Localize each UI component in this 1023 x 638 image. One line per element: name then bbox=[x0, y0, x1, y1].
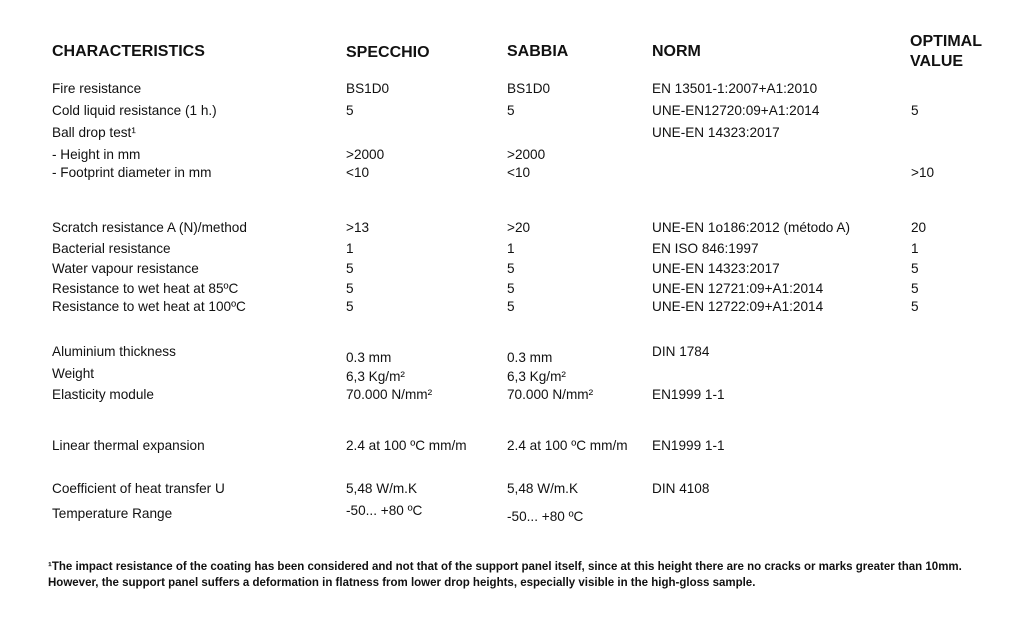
cell-norm: UNE-EN 14323:2017 bbox=[652, 261, 780, 276]
cell-optimal: 5 bbox=[911, 103, 919, 118]
cell-specchio: >13 bbox=[346, 220, 370, 235]
cell-sabbia: >2000 bbox=[507, 147, 546, 162]
cell-norm: EN ISO 846:1997 bbox=[652, 241, 759, 256]
cell-sabbia: 5 bbox=[507, 281, 515, 296]
cell-label: Water vapour resistance bbox=[52, 261, 199, 276]
cell-label: Resistance to wet heat at 100ºC bbox=[52, 299, 246, 314]
header-sabbia: SABBIA bbox=[507, 43, 569, 60]
cell-specchio: 5 bbox=[346, 281, 354, 296]
cell-label: Ball drop test¹ bbox=[52, 125, 136, 140]
cell-specchio: 70.000 N/mm² bbox=[346, 387, 433, 402]
cell-sabbia: 0.3 mm bbox=[507, 350, 553, 365]
cell-label: Aluminium thickness bbox=[52, 344, 176, 359]
cell-sabbia: 5,48 W/m.K bbox=[507, 481, 579, 496]
cell-specchio: 5 bbox=[346, 103, 354, 118]
cell-sabbia: 1 bbox=[507, 241, 515, 256]
header-norm: NORM bbox=[652, 43, 701, 60]
cell-optimal: 1 bbox=[911, 241, 919, 256]
cell-specchio: <10 bbox=[346, 165, 370, 180]
cell-label: Scratch resistance A (N)/method bbox=[52, 220, 247, 235]
cell-sabbia: 5 bbox=[507, 103, 515, 118]
cell-norm: UNE-EN 12722:09+A1:2014 bbox=[652, 299, 824, 314]
cell-sabbia: -50... +80 ºC bbox=[507, 509, 584, 524]
cell-sabbia: 70.000 N/mm² bbox=[507, 387, 594, 402]
cell-label: Cold liquid resistance (1 h.) bbox=[52, 103, 217, 118]
cell-specchio: BS1D0 bbox=[346, 81, 390, 96]
cell-specchio: 2.4 at 100 ºC mm/m bbox=[346, 438, 467, 453]
cell-sabbia: 2.4 at 100 ºC mm/m bbox=[507, 438, 628, 453]
cell-label: Coefficient of heat transfer U bbox=[52, 481, 225, 496]
cell-norm: EN1999 1-1 bbox=[652, 438, 725, 453]
cell-sabbia: 6,3 Kg/m² bbox=[507, 369, 566, 384]
cell-norm: EN 13501-1:2007+A1:2010 bbox=[652, 81, 818, 96]
cell-label: Elasticity module bbox=[52, 387, 154, 402]
header-optimal-value: OPTIMAL VALUE bbox=[910, 33, 982, 70]
cell-sabbia: 5 bbox=[507, 261, 515, 276]
cell-label: Bacterial resistance bbox=[52, 241, 171, 256]
cell-specchio: 6,3 Kg/m² bbox=[346, 369, 405, 384]
cell-norm: UNE-EN 1o186:2012 (método A) bbox=[652, 220, 850, 235]
cell-sabbia: >20 bbox=[507, 220, 531, 235]
cell-sabbia: 5 bbox=[507, 299, 515, 314]
cell-sabbia: <10 bbox=[507, 165, 531, 180]
cell-optimal: 5 bbox=[911, 261, 919, 276]
cell-norm: DIN 1784 bbox=[652, 344, 710, 359]
cell-specchio: 1 bbox=[346, 241, 354, 256]
cell-specchio: 0.3 mm bbox=[346, 350, 392, 365]
cell-label: Fire resistance bbox=[52, 81, 142, 96]
header-characteristics: CHARACTERISTICS bbox=[52, 43, 205, 60]
cell-specchio: 5,48 W/m.K bbox=[346, 481, 418, 496]
cell-label: - Footprint diameter in mm bbox=[52, 165, 212, 180]
cell-sabbia: BS1D0 bbox=[507, 81, 551, 96]
cell-label: Resistance to wet heat at 85ºC bbox=[52, 281, 239, 296]
cell-label: - Height in mm bbox=[52, 147, 141, 162]
cell-norm: DIN 4108 bbox=[652, 481, 710, 496]
cell-norm: UNE-EN 12721:09+A1:2014 bbox=[652, 281, 824, 296]
cell-optimal: 5 bbox=[911, 281, 919, 296]
cell-label: Weight bbox=[52, 366, 95, 381]
cell-optimal: 20 bbox=[911, 220, 927, 235]
cell-specchio: -50... +80 ºC bbox=[346, 503, 423, 518]
cell-specchio: 5 bbox=[346, 299, 354, 314]
footnote: ¹The impact resistance of the coating has been considered and not that of the support panel itself, since at this height there are no cracks or marks greater than 10mm. However, the support panel suffers a deformation in flatness from lower drop heights, especially visible in the high-gloss sample. bbox=[48, 561, 962, 589]
cell-optimal: >10 bbox=[911, 165, 935, 180]
cell-norm: UNE-EN12720:09+A1:2014 bbox=[652, 103, 820, 118]
cell-norm: EN1999 1-1 bbox=[652, 387, 725, 402]
header-specchio: SPECCHIO bbox=[346, 44, 430, 61]
cell-norm: UNE-EN 14323:2017 bbox=[652, 125, 780, 140]
cell-label: Temperature Range bbox=[52, 506, 173, 521]
cell-label: Linear thermal expansion bbox=[52, 438, 205, 453]
cell-specchio: >2000 bbox=[346, 147, 385, 162]
cell-specchio: 5 bbox=[346, 261, 354, 276]
cell-optimal: 5 bbox=[911, 299, 919, 314]
